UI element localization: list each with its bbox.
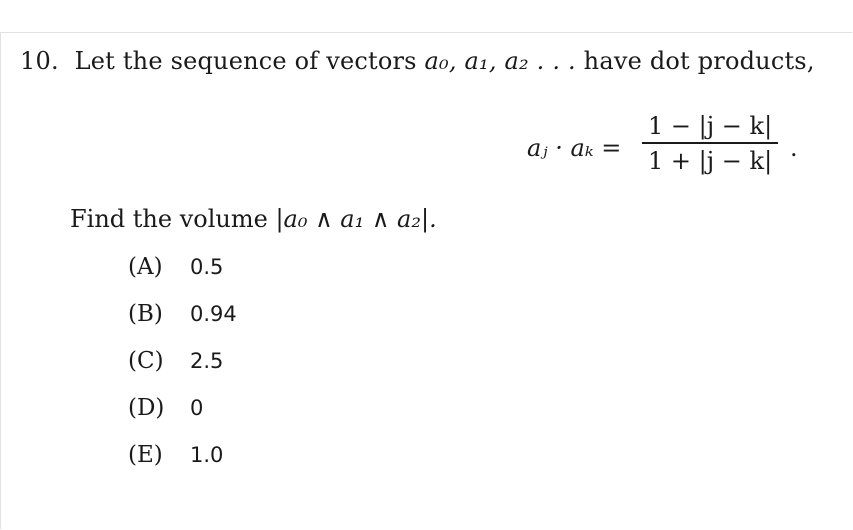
option-value: 1.0 bbox=[190, 443, 224, 467]
option-letter: (C) bbox=[128, 348, 164, 374]
prompt-text: Find the volume bbox=[70, 205, 268, 233]
option-letter: (B) bbox=[128, 301, 163, 327]
prompt-expression: |a₀ ∧ a₁ ∧ a₂|. bbox=[275, 205, 437, 233]
option-value: 0.94 bbox=[190, 302, 237, 326]
fraction-numerator: 1 − |j − k| bbox=[648, 112, 773, 140]
question-intro-tail: have dot products, bbox=[583, 47, 815, 75]
option-a[interactable] bbox=[128, 252, 237, 299]
option-letter: (D) bbox=[128, 395, 165, 421]
option-letter: (A) bbox=[128, 254, 163, 280]
question-number: 10. bbox=[20, 47, 59, 75]
option-value: 0.5 bbox=[190, 255, 224, 279]
equation-terminator: . bbox=[790, 134, 798, 162]
option-letter: (E) bbox=[128, 442, 163, 468]
option-c[interactable] bbox=[128, 346, 237, 393]
fraction-denominator: 1 + |j − k| bbox=[648, 146, 773, 175]
answer-options bbox=[128, 252, 237, 487]
question-statement bbox=[20, 47, 815, 75]
option-value: 2.5 bbox=[190, 349, 224, 373]
option-value: 0 bbox=[190, 396, 204, 420]
fraction-bar bbox=[642, 142, 778, 144]
option-b[interactable] bbox=[128, 299, 237, 346]
option-e[interactable] bbox=[128, 440, 237, 487]
vector-sequence: a₀, a₁, a₂ . . . bbox=[424, 47, 576, 75]
equation-fraction bbox=[642, 112, 778, 175]
option-d[interactable] bbox=[128, 393, 237, 440]
equation-lhs: aⱼ · aₖ = bbox=[527, 134, 622, 162]
question-prompt bbox=[70, 205, 437, 233]
question-intro: Let the sequence of vectors bbox=[74, 47, 417, 75]
